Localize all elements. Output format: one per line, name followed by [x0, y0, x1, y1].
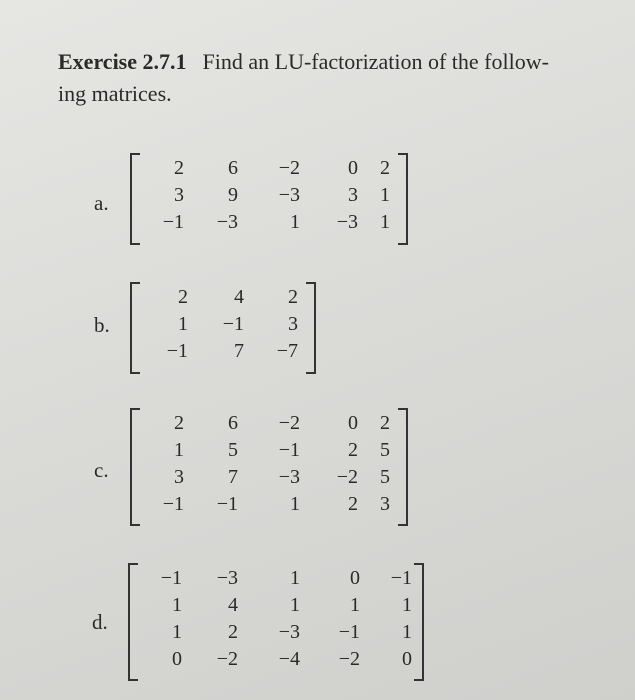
exercise-text-line1: Find an LU-factorization of the follow-: [202, 49, 549, 74]
matrix-b-grid: [144, 284, 298, 365]
matrix-row: [144, 491, 390, 518]
matrix-a-label: a.: [94, 191, 109, 215]
matrix-cell: 6: [228, 157, 238, 179]
matrix-c-grid: [144, 410, 390, 518]
left-bracket: [130, 408, 140, 526]
matrix-cell: −3: [216, 567, 238, 589]
matrix-d: [128, 563, 424, 681]
matrix-cell: 1: [350, 594, 360, 616]
matrix-row: [144, 284, 298, 311]
matrix-cell: 3: [174, 184, 184, 206]
matrix-cell: 1: [380, 184, 390, 206]
matrix-cell: 5: [380, 439, 390, 461]
matrix-cell: 1: [290, 493, 300, 515]
matrix-a-grid: [144, 155, 390, 236]
matrix-cell: −2: [338, 648, 360, 670]
matrix-row: [144, 338, 298, 365]
matrix-cell: −3: [216, 211, 238, 233]
matrix-cell: 2: [174, 157, 184, 179]
matrix-cell: 1: [174, 439, 184, 461]
matrix-cell: 1: [290, 594, 300, 616]
matrix-cell: −3: [278, 184, 300, 206]
matrix-cell: 0: [350, 567, 360, 589]
exercise-text-line2: ing matrices.: [58, 81, 172, 106]
matrix-cell: −1: [390, 567, 412, 589]
matrix-cell: −1: [222, 313, 244, 335]
matrix-d-grid: [142, 565, 412, 673]
matrix-cell: 3: [348, 184, 358, 206]
matrix-cell: 1: [290, 567, 300, 589]
matrix-cell: 6: [228, 412, 238, 434]
matrix-cell: 2: [178, 286, 188, 308]
matrix-cell: 1: [380, 211, 390, 233]
matrix-d-label: d.: [92, 610, 108, 634]
matrix-cell: 2: [288, 286, 298, 308]
matrix-cell: 2: [380, 412, 390, 434]
matrix-cell: 0: [172, 648, 182, 670]
matrix-cell: −1: [216, 493, 238, 515]
matrix-cell: 1: [172, 621, 182, 643]
matrix-row: [142, 565, 412, 592]
matrix-cell: 3: [380, 493, 390, 515]
matrix-cell: 7: [228, 466, 238, 488]
matrix-cell: 1: [172, 594, 182, 616]
matrix-cell: 3: [288, 313, 298, 335]
matrix-cell: −2: [216, 648, 238, 670]
right-bracket: [398, 153, 408, 245]
matrix-row: [144, 437, 390, 464]
matrix-cell: 1: [290, 211, 300, 233]
matrix-row: [142, 592, 412, 619]
right-bracket: [398, 408, 408, 526]
matrix-cell: −7: [276, 340, 298, 362]
right-bracket: [306, 282, 316, 374]
matrix-cell: 2: [348, 493, 358, 515]
matrix-cell: 1: [178, 313, 188, 335]
matrix-cell: 3: [174, 466, 184, 488]
matrix-row: [144, 182, 390, 209]
matrix-cell: 9: [228, 184, 238, 206]
matrix-row: [144, 464, 390, 491]
matrix-c: [130, 408, 408, 526]
matrix-cell: 5: [380, 466, 390, 488]
matrix-cell: 0: [402, 648, 412, 670]
matrix-b: [130, 282, 316, 374]
matrix-cell: −1: [166, 340, 188, 362]
matrix-a: [130, 153, 408, 245]
matrix-cell: 0: [348, 157, 358, 179]
matrix-cell: −1: [278, 439, 300, 461]
matrix-b-label: b.: [94, 313, 110, 337]
matrix-cell: 4: [228, 594, 238, 616]
matrix-cell: −1: [160, 567, 182, 589]
matrix-cell: 7: [234, 340, 244, 362]
right-bracket: [414, 563, 424, 681]
matrix-cell: −3: [278, 466, 300, 488]
matrix-cell: 5: [228, 439, 238, 461]
matrix-cell: 2: [380, 157, 390, 179]
matrix-cell: −1: [162, 211, 184, 233]
matrix-cell: 4: [234, 286, 244, 308]
matrix-row: [144, 311, 298, 338]
matrix-cell: −3: [336, 211, 358, 233]
matrix-cell: −1: [338, 621, 360, 643]
matrix-cell: −3: [278, 621, 300, 643]
matrix-row: [144, 209, 390, 236]
left-bracket: [128, 563, 138, 681]
matrix-c-label: c.: [94, 458, 109, 482]
left-bracket: [130, 153, 140, 245]
matrix-cell: −4: [278, 648, 300, 670]
exercise-heading: [58, 46, 618, 110]
matrix-cell: −2: [278, 412, 300, 434]
matrix-cell: −1: [162, 493, 184, 515]
matrix-cell: 1: [402, 594, 412, 616]
matrix-cell: 0: [348, 412, 358, 434]
matrix-cell: −2: [278, 157, 300, 179]
matrix-row: [142, 646, 412, 673]
matrix-row: [142, 619, 412, 646]
matrix-cell: 1: [402, 621, 412, 643]
exercise-label: Exercise 2.7.1: [58, 49, 187, 74]
matrix-cell: 2: [174, 412, 184, 434]
matrix-cell: 2: [228, 621, 238, 643]
matrix-cell: −2: [336, 466, 358, 488]
left-bracket: [130, 282, 140, 374]
matrix-row: [144, 410, 390, 437]
matrix-row: [144, 155, 390, 182]
matrix-cell: 2: [348, 439, 358, 461]
